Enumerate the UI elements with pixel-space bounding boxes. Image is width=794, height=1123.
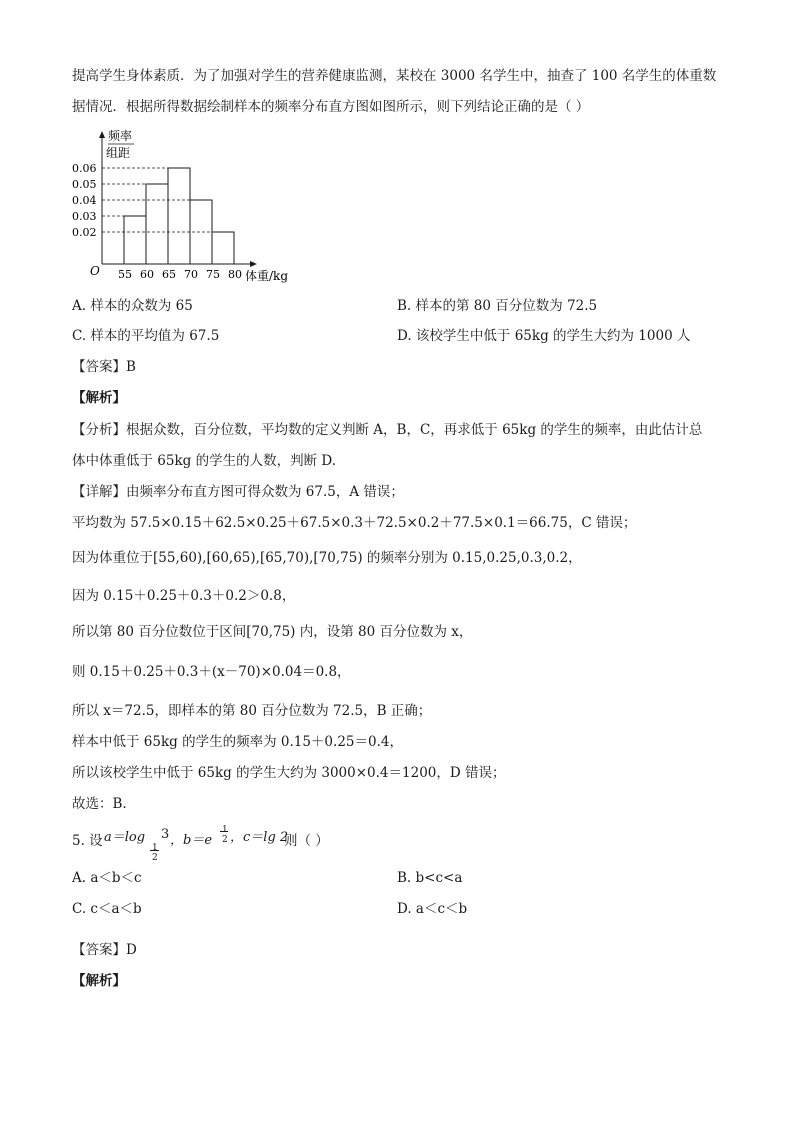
y-axis-label-top: 频率 — [108, 129, 133, 143]
q5-option-b: B. b<c<a — [397, 870, 463, 886]
y-tick-label: 0.02 — [72, 226, 97, 239]
q5-c-expr: ，c＝lg 2 — [230, 830, 289, 845]
q4-xiangjie-line-2: 平均数为 57.5×0.15＋62.5×0.25＋67.5×0.3＋72.5×0.2＋77.5×0.1＝66.75，C 错误； — [72, 515, 637, 531]
q4-fenxi-line-1: 【分析】根据众数，百分位数，平均数的定义判断 A，B，C，再求低于 65kg 的学生的频率，由此估计总 — [72, 422, 703, 438]
y-tick-label: 0.06 — [72, 162, 97, 175]
q5-option-d: D. a＜c＜b — [397, 901, 468, 917]
y-tick-label: 0.04 — [72, 194, 97, 207]
q4-xiangjie-line-8: 样本中低于 65kg 的学生的频率为 0.15＋0.25＝0.4， — [72, 734, 403, 750]
q4-answer: 【答案】B — [72, 359, 136, 375]
q5-answer: 【答案】D — [72, 942, 137, 958]
q4-analysis-heading: 【解析】 — [72, 390, 126, 406]
histogram-bar — [124, 216, 146, 264]
q4-option-d: D. 该校学生中低于 65kg 的学生大约为 1000 人 — [397, 328, 691, 344]
y-axis-label-bottom: 组距 — [106, 146, 131, 160]
histogram-bar — [168, 168, 190, 264]
q5-option-a: A. a＜b＜c — [72, 870, 142, 886]
x-axis-label: 体重/kg — [245, 269, 288, 283]
q4-xiangjie-line-5: 所以第 80 百分位数位于区间[70,75) 内，设第 80 百分位数为 x， — [72, 624, 473, 640]
y-tick-label: 0.03 — [72, 210, 97, 223]
x-tick-label: 65 — [162, 268, 176, 281]
q4-xiangjie-line-6: 则 0.15＋0.25＋0.3＋(x－70)×0.04＝0.8， — [72, 664, 351, 680]
q4-option-c: C. 样本的平均值为 67.5 — [72, 328, 220, 344]
origin-label: O — [90, 264, 100, 278]
q4-fenxi-line-2: 体中体重低于 65kg 的学生的人数，判断 D. — [72, 453, 337, 469]
x-tick-label: 70 — [184, 268, 198, 281]
q5-log-base-den: 2 — [152, 853, 158, 863]
q4-xiangjie-line-4: 因为 0.15＋0.25＋0.3＋0.2＞0.8， — [72, 588, 296, 604]
q5-exp-den: 2 — [222, 835, 228, 845]
x-tick-label: 75 — [206, 268, 220, 281]
q5-log-arg: 3 — [161, 827, 170, 842]
q5-exp-num: 1 — [222, 825, 228, 835]
histogram-bar — [212, 232, 234, 264]
q4-stem-line-1: 提高学生身体素质．为了加强对学生的营养健康监测，某校在 3000 名学生中，抽查了 100 名学生的体重数 — [72, 68, 717, 84]
q4-xiangjie-line-10: 故选：B. — [72, 796, 127, 812]
q5-log-base-num: 1 — [152, 843, 158, 853]
q4-xiangjie-line-7: 所以 x＝72.5，即样本的第 80 百分位数为 72.5，B 正确； — [72, 703, 432, 719]
q4-option-b: B. 样本的第 80 百分位数为 72.5 — [397, 298, 598, 314]
q5-a-prefix: a＝log — [104, 830, 146, 845]
q4-xiangjie-line-3: 因为体重位于[55,60),[60,65),[65,70),[70,75) 的频率分别为 0.15,0.25,0.3,0.2， — [72, 550, 582, 566]
q5-number: 5. 设 — [72, 833, 103, 849]
histogram-bar — [146, 184, 168, 264]
q4-xiangjie-line-1: 【详解】由频率分布直方图可得众数为 67.5，A 错误； — [72, 484, 404, 500]
q5-tail: 则（ ） — [284, 833, 329, 849]
x-tick-label: 55 — [118, 268, 132, 281]
y-tick-label: 0.05 — [72, 178, 97, 191]
q5-analysis-heading: 【解析】 — [72, 973, 126, 989]
q5-option-c: C. c＜a＜b — [72, 901, 142, 917]
x-tick-label: 60 — [140, 268, 154, 281]
q4-xiangjie-line-9: 所以该校学生中低于 65kg 的学生大约为 3000×0.4＝1200，D 错误； — [72, 765, 506, 781]
q5-b-prefix: ，b＝e — [170, 833, 213, 848]
frequency-histogram — [72, 126, 312, 286]
q4-stem-line-2: 据情况．根据所得数据绘制样本的频率分布直方图如图所示，则下列结论正确的是（ ） — [72, 99, 590, 115]
x-tick-label: 80 — [228, 268, 242, 281]
q4-option-a: A. 样本的众数为 65 — [72, 298, 193, 314]
